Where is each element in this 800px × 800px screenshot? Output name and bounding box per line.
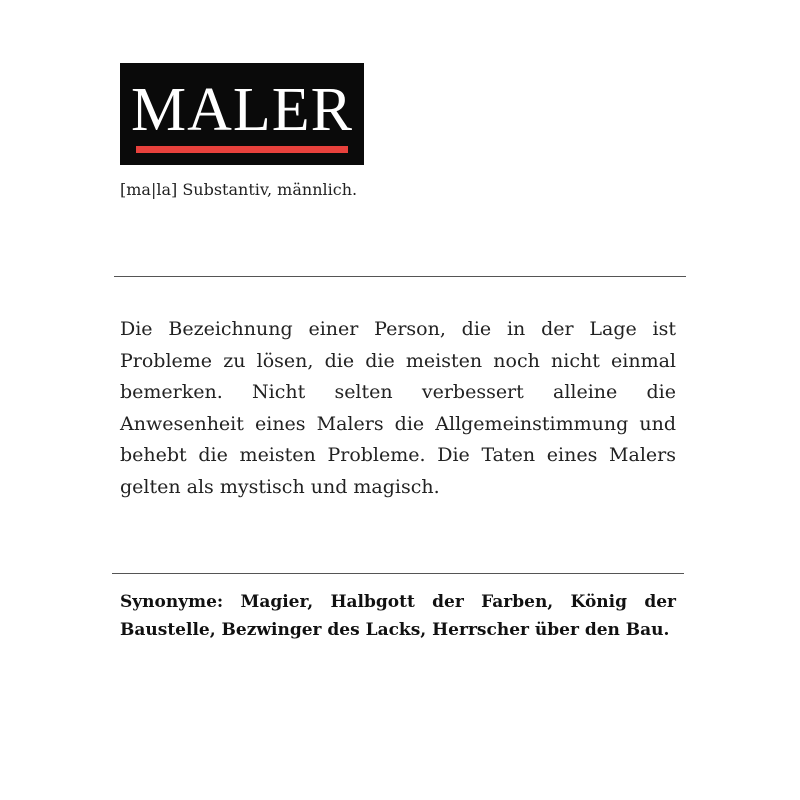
synonyms-text: Synonyme: Magier, Halbgott der Farben, König der Baustelle, Bezwinger des Lacks, Herrscher über den Bau. <box>120 592 676 640</box>
divider-bottom <box>112 573 684 574</box>
title-underline <box>136 146 348 153</box>
definition-text: Die Bezeichnung einer Person, die in der Lage ist Probleme zu lösen, die die meisten noch nicht einmal bemerken. Nicht selten verbessert alleine die Anwesenheit eines Malers die Allgemeinstimmung und behebt die meisten Probleme. Die Taten eines Malers gelten als mystisch und magisch. <box>120 318 676 498</box>
pronunciation: [ma|la] Substantiv, männlich. <box>120 180 358 199</box>
divider-top <box>114 276 686 277</box>
page-title: MALER <box>131 76 353 144</box>
title-box <box>120 63 364 165</box>
